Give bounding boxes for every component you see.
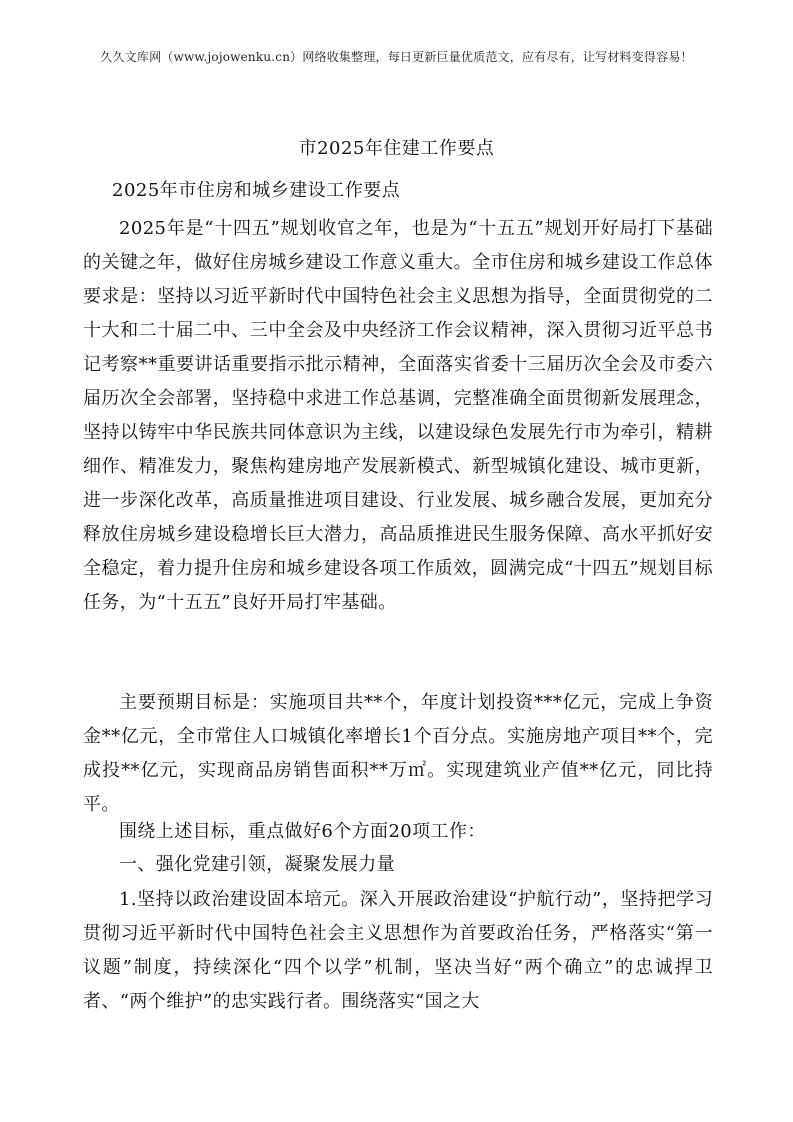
section-heading-party-building: 一、强化党建引领，凝聚发展力量: [119, 854, 395, 875]
paragraph-expected-targets: 主要预期目标是：实施项目共**个，年度计划投资***亿元，完成上争资金**亿元，全市常住人口城镇化率增长1个百分点。实施房地产项目**个，完成投**亿元，实现商品房销售面积**万㎡。实现建筑业产值**亿元，同比持平。: [83, 692, 713, 815]
document-subtitle: 2025年市住房和城乡建设工作要点: [112, 180, 401, 201]
paragraph-overall-requirements: 2025年是“十四五”规划收官之年，也是为“十五五”规划开好局打下基础的关键之年，做好住房城乡建设工作意义重大。全市住房和城乡建设工作总体要求是：坚持以习近平新时代中国特色社会主义思想为指导，全面贯彻党的二十大和二十届二中、三中全会及中央经济工作会议精神，深入贯彻习近平总书记考察**重要讲话重要指示批示精神，全面落实省委十三届历次全会及市委六届历次全会部署，坚持稳中求进工作总基调，完整准确全面贯彻新发展理念，坚持以铸牢中华民族共同体意识为主线，以建设绿色发展先行市为牵引，精耕细作、精准发力，聚焦构建房地产发展新模式、新型城镇化建设、城市更新，进一步深化改革，高质量推进项目建设、行业发展、城乡融合发展，更加充分释放住房城乡建设稳增长巨大潜力，高品质推进民生服务保障、高水平抓好安全稳定，着力提升住房和城乡建设各项工作质效，圆满完成“十四五”规划目标任务，为“十五五”良好开局打牢基础。: [83, 218, 713, 613]
paragraph-political-construction: 1.坚持以政治建设固本培元。深入开展政治建设“护航行动”，坚持把学习贯彻习近平新时代中国特色社会主义思想作为首要政治任务，严格落实“第一议题”制度，持续深化“四个以学”机制，坚决当好“两个确立”的忠诚捍卫者、“两个维护”的忠实践行者。围绕落实“国之大: [83, 889, 713, 1012]
document-title: 市2025年住建工作要点: [298, 138, 495, 159]
page-header: 久久文库网（www.jojowenku.cn）网络收集整理，每日更新巨量优质范文，应有尽有，让写材料变得容易！: [100, 50, 693, 64]
paragraph-work-overview: 围绕上述目标，重点做好6个方面20项工作：: [119, 821, 486, 842]
